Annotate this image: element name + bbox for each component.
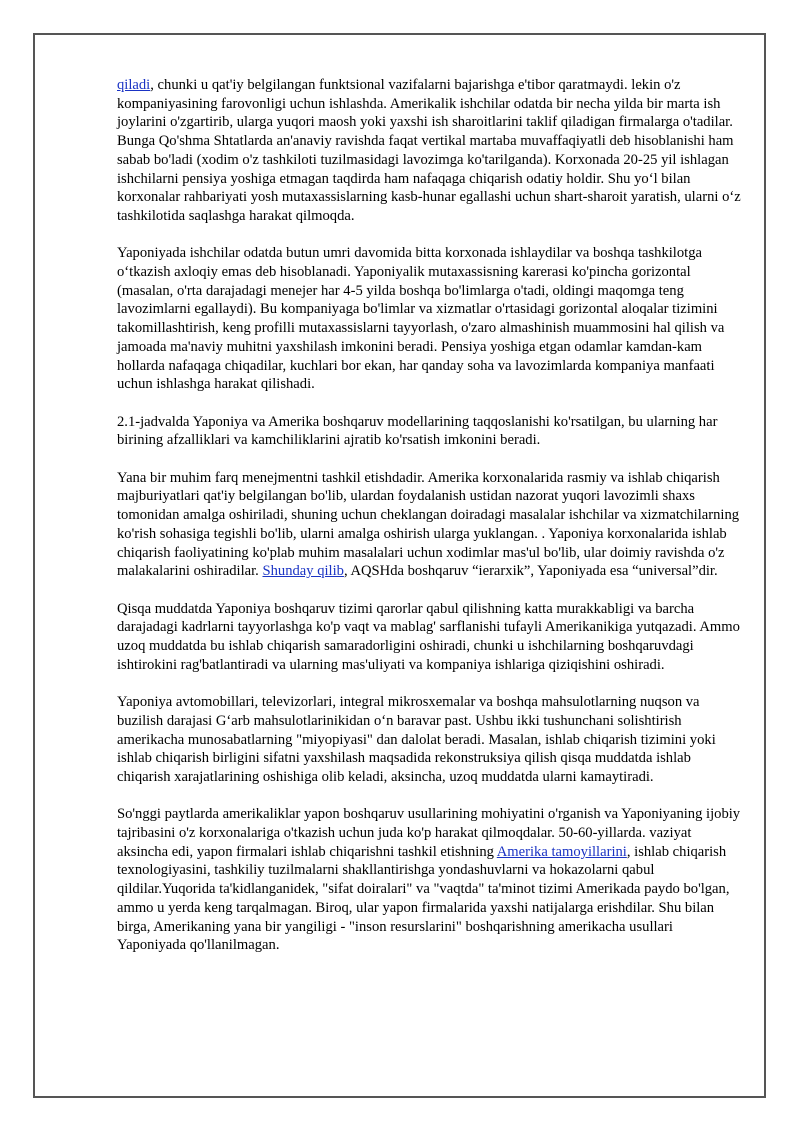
- document-body: [117, 76, 745, 974]
- paragraph-7-text-before: So'nggi paytlarda amerikaliklar yapon boshqaruv usullarining mohiyatini o'rganish va Yaponiyaning ijobiy tajribasini o'z korxonalariga o'tkazish uchun juda ko'p harakat qilmoqdalar. 50-60-yillarda. vaziyat aksincha edi, yapon firmalari ishlab chiqarishni tashkil etishning: [117, 806, 741, 860]
- paragraph-1: [117, 76, 745, 226]
- paragraph-3: 2.1-jadvalda Yaponiya va Amerika boshqaruv modellarining taqqoslanishi ko'rsatilgan, bu ularning har birining afzalliklari va kamchiliklarini ajratib ko'rsatish imkonini beradi.: [117, 413, 718, 449]
- paragraph-4-text-before: Yana bir muhim farq menejmentni tashkil etishdadir. Amerika korxonalarida rasmiy va ishlab chiqarish majburiyatlari qat'iy belgilangan bo'lib, ulardan foydalanish ustidan nazorat yuqori lavozimli shaxs tomonidan amalga oshiriladi, shuning uchun cheklangan doiradagi masalalar ishchilar va xizmatchilarning ko'rish sohasiga tegishli bo'lib, ularni amalga oshirish ularga yuklangan. . Yaponiya korxonalarida ishlab chiqarish faoliyatining ko'plab muhim masalalari uchun xodimlar mas'ul bo'lib, ular doimiy ravishda o'z malakalarini oshiradilar.: [117, 469, 740, 580]
- paragraph-6: Yaponiya avtomobillari, televizorlari, integral mikrosxemalar va boshqa mahsulotlarning nuqson va buzilish darajasi G‘arb mahsulotlarinikidan o‘n baravar past. Ushbu ikki tushunchani solishtirish amerikacha munosabatlarning "miyopiyasi" dan dalolat beradi. Masalan, ishlab chiqarish tizimini yoki ishlab chiqarish birligini sifatni yaxshilash maqsadida rekonstruksiya qilish qisqa muddatda ishlab chiqarish xarajatlarining oshishiga olib keladi, aksincha, uzoq muddatda ularni kamaytiradi.: [117, 694, 716, 785]
- link-qiladi[interactable]: qiladi: [117, 77, 151, 93]
- paragraph-2: Yaponiyada ishchilar odatda butun umri davomida bitta korxonada ishlaydilar va boshqa tashkilotga o‘tkazish axloqiy emas deb hisoblanadi. Yaponiyalik mutaxassisning karerasi ko'pincha gorizontal (masalan, o'rta darajadagi menejer har 4-5 yilda boshqa bo'limlarga o'tadi, oldingi maqomga teng lavozimlarni egallaydi). Bu kompaniyaga bo'limlar va xizmatlar o'rtasidagi gorizontal aloqalar tizimini takomillashtirish, keng profilli mutaxassislarni tayyorlash, o'zaro almashinish muammosini hal qilish va jamoada ma'naviy muhitni yaxshilash imkonini beradi. Pensiya yoshiga etgan odamlar kamdan-kam hollarda nafaqaga chiqadilar, kuchlari bor ekan, har qanday soha va lavozimlarda kompaniya manfaati uchun ishlashga harakat qilishadi.: [117, 245, 725, 393]
- paragraph-7: [117, 805, 745, 955]
- paragraph-5: Qisqa muddatda Yaponiya boshqaruv tizimi qarorlar qabul qilishning katta murakkabligi va barcha darajadagi kadrlarni tayyorlashga ko'p vaqt va mablag' sarflanishi tufayli Amerikanikiga yutqazadi. Ammo uzoq muddatda bu ishlab chiqarish samaradorligini oshiradi, chunki u ishchilarning boshqaruvdagi ishtirokini rag'batlantiradi va ularning mas'uliyati va kompaniya ishlariga qiziqishini oshiradi.: [117, 600, 740, 673]
- paragraph-4-text-after: , AQSHda boshqaruv “ierarxik”, Yaponiyada esa “universal”dir.: [343, 563, 718, 580]
- paragraph-1-text: , chunki u qat'iy belgilangan funktsional vazifalarni bajarishga e'tibor qaratmaydi. lekin o'z kompaniyasining farovonligi uchun ishlashda. Amerikalik ishchilar odatda bir necha yilda bir marta ish joylarini o'zgartirib, ularga yuqori maosh yoki yaxshi ish sharoitlarini taklif qiladigan firmalarga o'tadilar. Bunga Qo'shma Shtatlarda an'anaviy ravishda faqat vertikal martaba muvaffaqiyatli deb hisoblanishi ham sabab bo'ladi (xodim o'z tashkiloti tuzilmasidagi lavozimga ko'tarilganda). Korxonada 20-25 yil ishlagan ishchilarni pensiya yoshiga etmagan taqdirda ham nafaqaga chiqarish odatiy holdir. Shu yo‘l bilan korxonalar rahbariyati yosh mutaxassislarning kasb-hunar egallashi uchun shart-sharoit yaratish, ularni o‘z tashkilotida saqlashga harakat qilmoqda.: [117, 77, 741, 224]
- link-amerika-tamoyillarini[interactable]: Amerika tamoyillarini: [496, 843, 627, 860]
- paragraph-4: [117, 469, 745, 581]
- paragraph-7-text-after: , ishlab chiqarish texnologiyasini, tashkiliy tuzilmalarni shakllantirishga yondashuvlarni va hokazolarni qabul qildilar.Yuqorida ta'kidlanganidek, "sifat doiralari" va "vaqtda" ta'minot tizimi Amerikada paydo bo'lgan, ammo u yerda keng tarqalmagan. Biroq, ular yapon firmalarida yaxshi natijalarga erishdilar. Shu bilan birga, Amerikaning yana bir yangiligi - "inson resurslarini" boshqarishning amerikacha usullari Yaponiyada qo'llanilmagan.: [117, 843, 730, 954]
- link-shunday-qilib[interactable]: Shunday qilib: [262, 563, 344, 580]
